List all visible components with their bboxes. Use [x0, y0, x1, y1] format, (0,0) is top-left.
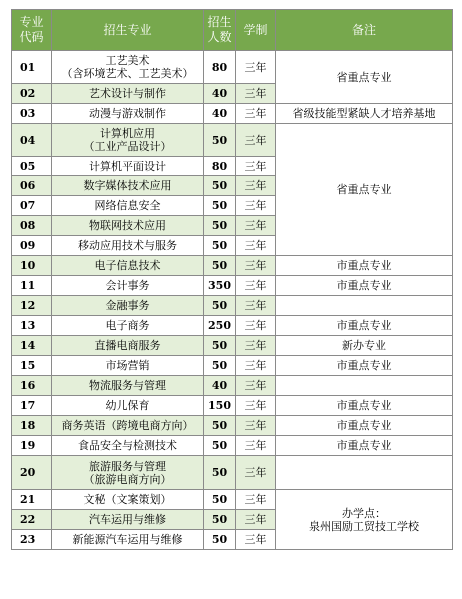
cell-count: 150: [204, 396, 236, 416]
cell-duration: 三年: [236, 176, 276, 196]
table-header-row: [12, 10, 453, 51]
cell-count: 50: [204, 356, 236, 376]
cell-note: 市重点专业: [276, 316, 453, 336]
cell-count: 50: [204, 124, 236, 157]
cell-duration: 三年: [236, 276, 276, 296]
cell-note: 市重点专业: [276, 276, 453, 296]
cell-count: 50: [204, 196, 236, 216]
cell-code: 14: [12, 336, 52, 356]
cell-major: 电子信息技术: [52, 256, 204, 276]
header-duration: 学制: [236, 10, 276, 51]
cell-duration: 三年: [236, 256, 276, 276]
cell-duration: 三年: [236, 236, 276, 256]
cell-count: 80: [204, 51, 236, 84]
table-row: [12, 276, 453, 296]
cell-count: 50: [204, 436, 236, 456]
cell-code: 09: [12, 236, 52, 256]
cell-code: 12: [12, 296, 52, 316]
cell-duration: 三年: [236, 51, 276, 84]
cell-major: 计算机平面设计: [52, 157, 204, 176]
cell-count: 80: [204, 157, 236, 176]
cell-major: 旅游服务与管理 （旅游电商方向）: [52, 456, 204, 490]
cell-major: 汽车运用与维修: [52, 510, 204, 530]
cell-major: 电子商务: [52, 316, 204, 336]
cell-major: 会计事务: [52, 276, 204, 296]
cell-count: 50: [204, 510, 236, 530]
cell-code: 08: [12, 216, 52, 236]
cell-code: 04: [12, 124, 52, 157]
enrollment-table: [11, 9, 453, 550]
cell-code: 20: [12, 456, 52, 490]
cell-major: 幼儿保育: [52, 396, 204, 416]
cell-major: 金融事务: [52, 296, 204, 316]
cell-code: 15: [12, 356, 52, 376]
cell-count: 250: [204, 316, 236, 336]
table-row: [12, 456, 453, 490]
table-row: [12, 296, 453, 316]
table-row: [12, 256, 453, 276]
cell-count: 50: [204, 256, 236, 276]
cell-major: 动漫与游戏制作: [52, 104, 204, 124]
cell-major: 商务英语（跨境电商方向）: [52, 416, 204, 436]
cell-note: 省级技能型紧缺人才培养基地: [276, 104, 453, 124]
cell-code: 16: [12, 376, 52, 396]
cell-duration: 三年: [236, 530, 276, 550]
cell-note: 市重点专业: [276, 256, 453, 276]
cell-note: [276, 456, 453, 490]
cell-code: 21: [12, 490, 52, 510]
cell-major: 文秘（文案策划）: [52, 490, 204, 510]
cell-count: 50: [204, 336, 236, 356]
table-row: [12, 490, 453, 510]
cell-code: 02: [12, 84, 52, 104]
cell-note: 新办专业: [276, 336, 453, 356]
cell-code: 13: [12, 316, 52, 336]
enrollment-table-page: [11, 9, 452, 590]
cell-major: 物流服务与管理: [52, 376, 204, 396]
cell-note: 省重点专业: [276, 51, 453, 104]
cell-count: 50: [204, 530, 236, 550]
cell-major: 食品安全与检测技术: [52, 436, 204, 456]
table-row: [12, 436, 453, 456]
cell-duration: 三年: [236, 436, 276, 456]
cell-count: 50: [204, 490, 236, 510]
cell-code: 22: [12, 510, 52, 530]
cell-code: 01: [12, 51, 52, 84]
cell-duration: 三年: [236, 316, 276, 336]
cell-major: 计算机应用 （工业产品设计）: [52, 124, 204, 157]
cell-note: 市重点专业: [276, 356, 453, 376]
cell-count: 350: [204, 276, 236, 296]
header-code: 专业 代码: [12, 10, 52, 51]
cell-count: 50: [204, 456, 236, 490]
cell-code: 18: [12, 416, 52, 436]
cell-major: 网络信息安全: [52, 196, 204, 216]
cell-code: 23: [12, 530, 52, 550]
cell-duration: 三年: [236, 416, 276, 436]
cell-count: 50: [204, 416, 236, 436]
cell-duration: 三年: [236, 216, 276, 236]
table-row: [12, 124, 453, 157]
cell-count: 50: [204, 216, 236, 236]
cell-note: 市重点专业: [276, 396, 453, 416]
table-row: [12, 336, 453, 356]
cell-note-campus: 办学点： 泉州国励工贸技工学校: [276, 490, 453, 550]
header-major: 招生专业: [52, 10, 204, 51]
cell-count: 40: [204, 376, 236, 396]
cell-duration: 三年: [236, 336, 276, 356]
table-row: [12, 356, 453, 376]
cell-code: 05: [12, 157, 52, 176]
cell-note: [276, 296, 453, 316]
cell-note: 市重点专业: [276, 436, 453, 456]
cell-count: 40: [204, 84, 236, 104]
cell-duration: 三年: [236, 376, 276, 396]
cell-duration: 三年: [236, 157, 276, 176]
cell-code: 03: [12, 104, 52, 124]
cell-count: 50: [204, 236, 236, 256]
cell-note: [276, 376, 453, 396]
cell-note: 省重点专业: [276, 124, 453, 256]
table-row: [12, 396, 453, 416]
cell-count: 50: [204, 296, 236, 316]
cell-note: 市重点专业: [276, 416, 453, 436]
cell-count: 40: [204, 104, 236, 124]
table-row: [12, 376, 453, 396]
cell-major: 直播电商服务: [52, 336, 204, 356]
cell-major: 移动应用技术与服务: [52, 236, 204, 256]
table-row: [12, 51, 453, 84]
cell-duration: 三年: [236, 456, 276, 490]
header-note: 备注: [276, 10, 453, 51]
cell-count: 50: [204, 176, 236, 196]
table-row: [12, 104, 453, 124]
cell-duration: 三年: [236, 490, 276, 510]
cell-major: 艺术设计与制作: [52, 84, 204, 104]
cell-code: 17: [12, 396, 52, 416]
cell-major: 工艺美术 （含环境艺术、工艺美术）: [52, 51, 204, 84]
table-row: [12, 316, 453, 336]
cell-code: 06: [12, 176, 52, 196]
cell-major: 数字媒体技术应用: [52, 176, 204, 196]
cell-code: 07: [12, 196, 52, 216]
cell-duration: 三年: [236, 84, 276, 104]
header-count: 招生 人数: [204, 10, 236, 51]
cell-code: 19: [12, 436, 52, 456]
cell-code: 11: [12, 276, 52, 296]
cell-major: 新能源汽车运用与维修: [52, 530, 204, 550]
cell-duration: 三年: [236, 124, 276, 157]
cell-duration: 三年: [236, 196, 276, 216]
cell-duration: 三年: [236, 356, 276, 376]
cell-major: 物联网技术应用: [52, 216, 204, 236]
cell-code: 10: [12, 256, 52, 276]
cell-duration: 三年: [236, 510, 276, 530]
cell-duration: 三年: [236, 296, 276, 316]
table-row: [12, 416, 453, 436]
cell-major: 市场营销: [52, 356, 204, 376]
cell-duration: 三年: [236, 104, 276, 124]
cell-duration: 三年: [236, 396, 276, 416]
